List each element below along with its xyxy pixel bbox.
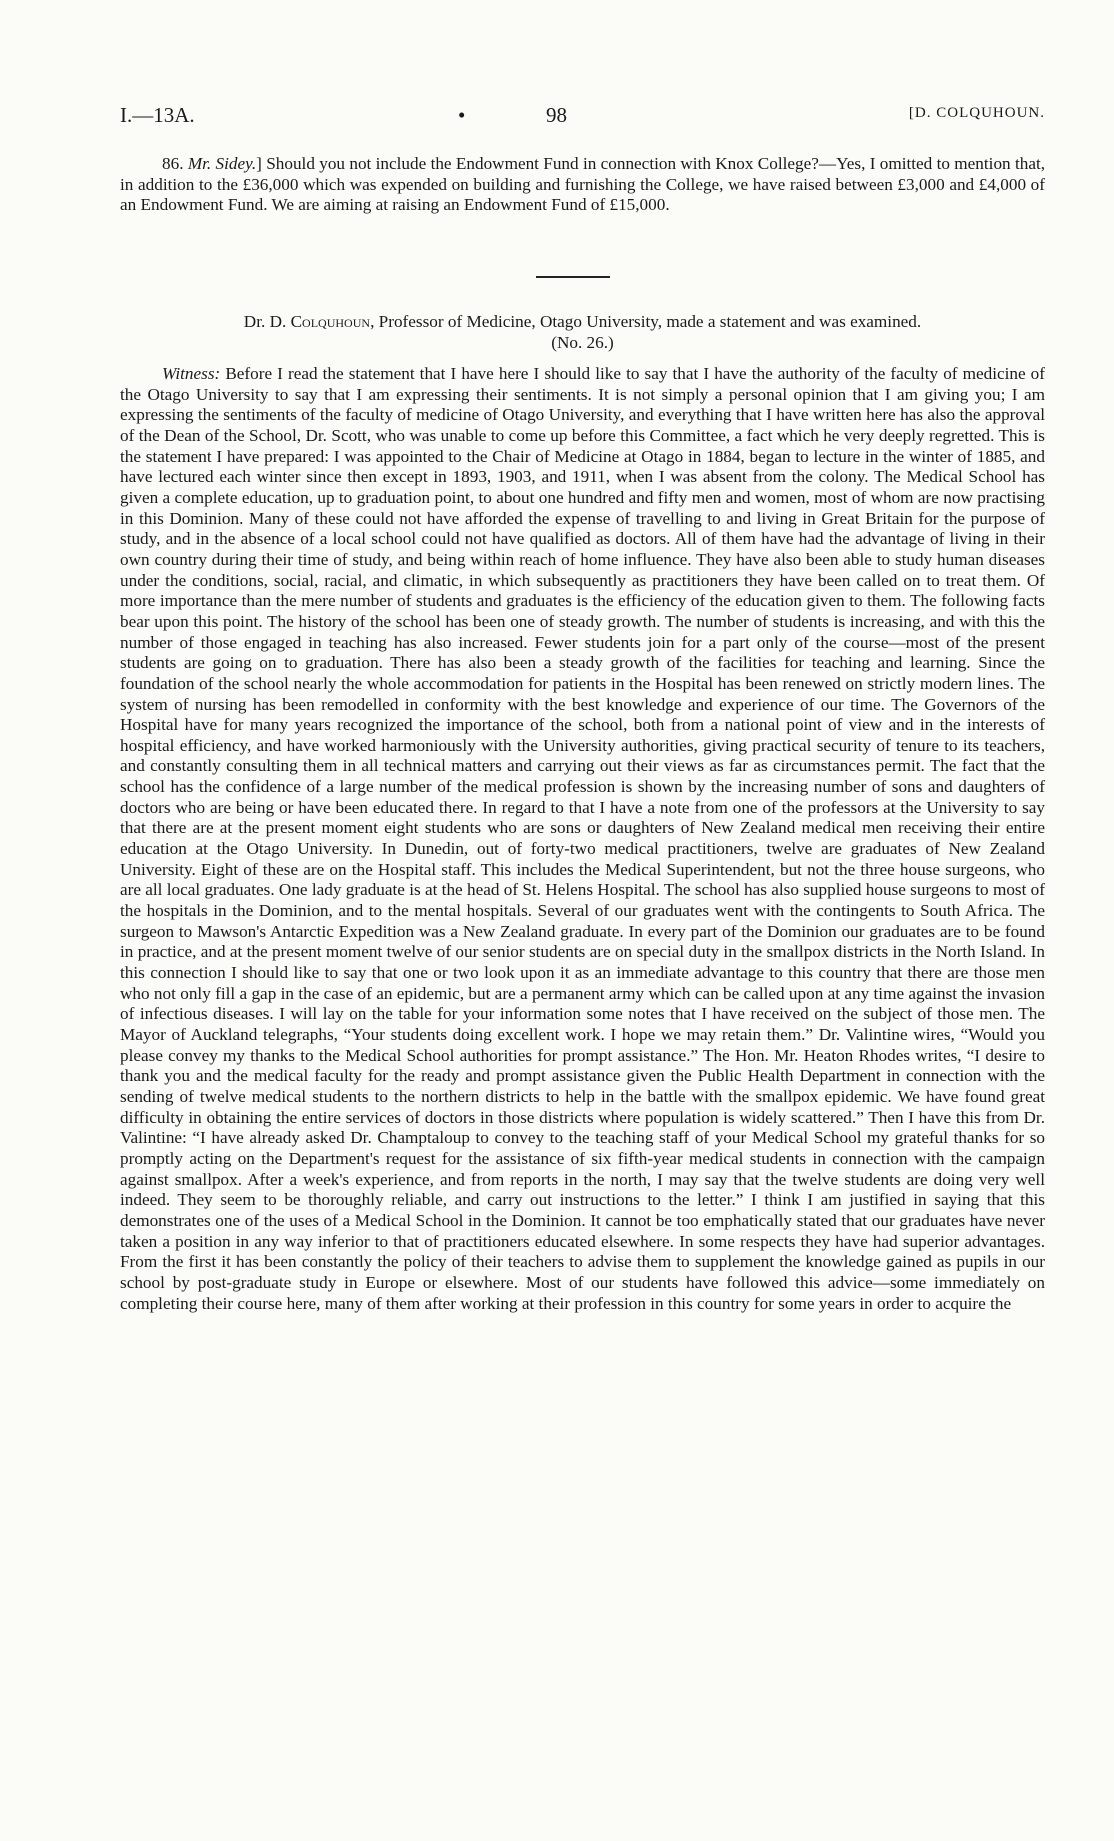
question-86-text: Should you not include the Endowment Fund in connection with Knox College?—Yes, I omitted to mention that, in addition to the £36,000 which was expended on building and furnishing the College, we have raised between £3,000 and £4,000 of an Endowment Fund. We are aiming at raising an Endowment Fund of £15,000. bbox=[120, 154, 1046, 215]
witness-name: Colquhoun bbox=[290, 312, 371, 331]
question-number: 86. bbox=[162, 154, 184, 173]
page-header bbox=[120, 103, 1045, 131]
section-divider bbox=[536, 276, 610, 278]
witness-heading-line bbox=[120, 312, 1045, 333]
witness-prefix: Dr. D. bbox=[243, 312, 287, 331]
header-dot: • bbox=[458, 103, 466, 127]
running-head-witness: [D. COLQUHOUN. bbox=[908, 105, 1045, 121]
speaker-bracket: ] bbox=[256, 154, 262, 173]
statement-text: Before I read the statement that I have here I should like to say that I have the authority of the faculty of medicine of the Otago University to say that I am expressing their sentiments. It is not simply a personal opinion that I am giving you; I am expressing the sentiments of the faculty of medicine of Otago University, and everything that I have written here has also the approval of the Dean of the School, Dr. Scott, who was unable to come up before this Committee, a fact which he very deeply regretted. This is the statement I have prepared: I was appointed to the Chair of Medicine at Otago in 1884, began to lecture in the winter of 1885, and have lectured each winter since then except in 1893, 1903, and 1911, when I was absent from the colony. The Medical School has given a complete education, up to graduation point, to about one hundred and fifty men and women, most of whom are now practising in this Dominion. Many of these could not have afforded the expense of travelling to and living in Great Britain for the purpose of study, and in the absence of a local school could not have qualified as doctors. All of them have had the advantage of living in their own country during their time of study, and being within reach of home influence. They have also been able to study human diseases under the conditions, social, racial, and climatic, in which subsequently as practitioners they have been called on to treat them. Of more importance than the mere number of students and graduates is the efficiency of the education given to them. The following facts bear upon this point. The history of the school has been one of steady growth. The number of students is increasing, and with this the number of those engaged in teaching has also increased. Fewer students join for a part only of the course—most of the present students are going on to graduation. There has also been a steady growth of the facilities for teaching and learning. Since the foundation of the school nearly the whole accommodation for patients in the Hospital has been renewed on strictly modern lines. The system of nursing has been remodelled in conformity with the best knowledge and experience of our time. The Governors of the Hospital have for many years recognized the importance of the school, both from a national point of view and in the interests of hospital efficiency, and have worked harmoniously with the University authorities, giving practical security of tenure to its teachers, and constantly consulting them in all technical matters and carrying out their views as far as circumstances permit. The fact that the school has the confidence of a large number of the medical profession is shown by the increasing number of sons and daughters of doctors who are being or have been educated there. In regard to that I have a note from one of the professors at the University to say that there are at the present moment eight students who are sons or daughters of New Zealand medical men receiving their entire education at the Otago University. In Dunedin, out of forty-two medical practitioners, twelve are graduates of New Zealand University. Eight of these are on the Hospital staff. This includes the Medical Superintendent, but not the three house surgeons, who are all local graduates. One lady graduate is at the head of St. Helens Hospital. The school has also supplied house surgeons to most of the hospitals in the Dominion, and to the mental hospitals. Several of our graduates went with the contingents to South Africa. The surgeon to Mawson's Antarctic Expedition was a New Zealand graduate. In every part of the Dominion our graduates are to be found in practice, and at the present moment twelve of our senior students are on special duty in the smallpox districts in the North Island. In this connection I should like to say that one or two look upon it as an immediate advantage to this country that there are those men who not only fill a gap in the case of an epidemic, but are a permanent army which can be called upon at any time against the invasion of infectious diseases. I will lay on the table for your information some notes that I have received on the subject of those men. The Mayor of Auckland telegraphs, “Your students doing excellent work. I hope we may retain them.” Dr. Valintine wires, “Would you please convey my thanks to the Medical School authorities for prompt assistance.” The Hon. Mr. Heaton Rhodes writes, “I desire to thank you and the medical faculty for the ready and prompt assistance given the Public Health Department in connection with the sending of twelve medical students to the northern districts to help in the battle with the smallpox epidemic. We have found great difficulty in obtaining the entire services of doctors in those districts where population is widely scattered.” Then I have this from Dr. Valintine: “I have already asked Dr. Champtaloup to convey to the teaching staff of your Medical School my grateful thanks for so promptly acting on the Department's request for the assistance of six fifth-year medical students in connection with the campaign against smallpox. After a week's experience, and from reports in the north, I may say that the twelve students are doing very well indeed. They seem to be thoroughly reliable, and carry out instructions to the letter.” I think I am justified in saying that this demonstrates one of the uses of a Medical School in the Dominion. It cannot be too emphatically stated that our graduates have never taken a position in any way inferior to that of practitioners educated elsewhere. In some respects they have had superior advantages. From the first it has been constantly the policy of their teachers to advise them to supplement the knowledge gained as pupils in our school by post-graduate study in Europe or elsewhere. Most of our students have followed this advice—some immediately on completing their course here, many of them after working at their profession in this country for some years in order to acquire the bbox=[120, 364, 1045, 1313]
witness-number: (No. 26.) bbox=[551, 332, 614, 352]
witness-statement bbox=[120, 364, 1045, 1314]
witness-description: , Professor of Medicine, Otago University, made a statement and was examined. bbox=[370, 312, 922, 331]
report-reference: I.—13A. bbox=[120, 103, 195, 127]
question-86-paragraph bbox=[120, 154, 1045, 216]
page-number: 98 bbox=[546, 103, 567, 127]
witness-heading bbox=[120, 312, 1045, 353]
question-speaker: Mr. Sidey. bbox=[187, 154, 257, 173]
witness-label: Witness: bbox=[162, 364, 221, 383]
